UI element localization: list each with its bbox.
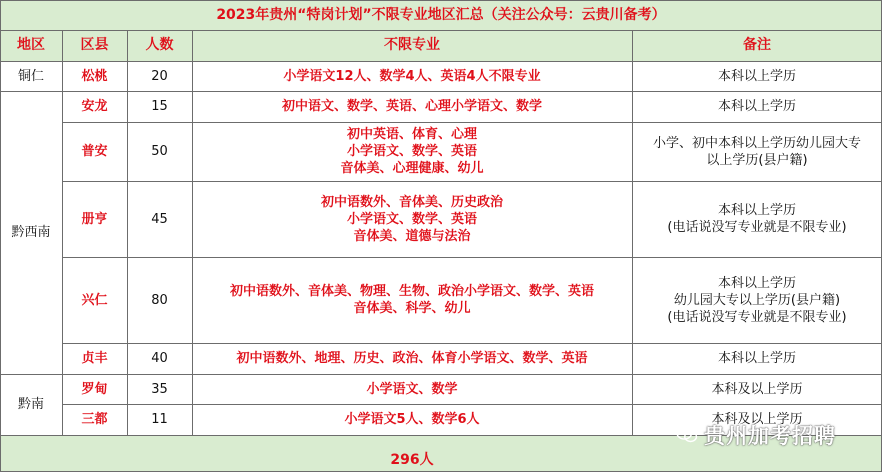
- header-county: 区县: [62, 30, 127, 61]
- grid-line: [127, 30, 128, 435]
- note-line: 本科以上学历: [717, 68, 796, 84]
- grid-line: [62, 404, 882, 405]
- wechat-icon: [676, 426, 698, 444]
- note-line: 本科及以上学历: [711, 381, 803, 397]
- note-line: 以上学历(县户籍): [706, 152, 808, 168]
- grid-line: [0, 61, 882, 62]
- subject-cell: [192, 343, 632, 374]
- note-line: 本科以上学历: [717, 351, 796, 366]
- note-cell: [632, 181, 882, 257]
- note-line: 幼儿园大专以上学历(县户籍): [673, 292, 841, 308]
- subject-line: 音体美、科学、幼儿: [353, 301, 471, 316]
- grid-line: [62, 30, 63, 435]
- table-title: 2023年贵州“特岗计划”不限专业地区汇总（关注公众号：云贵川备考）: [0, 0, 882, 30]
- note-cell: [632, 374, 882, 404]
- subject-cell: [192, 61, 632, 91]
- grid-line: [0, 91, 882, 92]
- count-cell: 40: [151, 351, 168, 366]
- subject-cell: [192, 374, 632, 404]
- county-cell: 贞丰: [81, 351, 108, 366]
- subject-line: 小学语文、数学、英语: [346, 211, 477, 227]
- subject-line: 小学语文、数学、英语: [346, 144, 477, 159]
- subject-line: 小学语文5人、数学6人: [344, 412, 480, 427]
- note-line: 小学、初中本科以上学历幼儿园大专: [652, 135, 861, 151]
- grid-line: [0, 0, 1, 472]
- region-qiannan: 黔南: [17, 397, 44, 412]
- subject-line: 音体美、道德与法治: [353, 228, 471, 244]
- count-cell: 80: [151, 292, 168, 308]
- total-count: 296人: [390, 451, 434, 468]
- count-cell: 35: [151, 381, 168, 397]
- grid-line: [192, 30, 193, 435]
- header-note: 备注: [632, 30, 882, 61]
- header-count: 人数: [127, 30, 192, 61]
- grid-line: [62, 122, 882, 123]
- note-cell: [632, 122, 882, 181]
- subject-cell: [192, 91, 632, 122]
- county-cell: 普安: [81, 144, 108, 159]
- grid-line: [0, 374, 882, 375]
- note-line: (电话说没写专业就是不限专业): [667, 309, 847, 325]
- header-region: 地区: [0, 30, 62, 61]
- note-line: (电话说没写专业就是不限专业): [667, 220, 847, 235]
- count-cell: 11: [151, 412, 168, 427]
- county-cell: 兴仁: [81, 292, 108, 308]
- grid-line: [0, 30, 882, 31]
- subject-line: 初中英语、体育、心理: [346, 127, 477, 142]
- note-line: 本科及以上学历: [711, 412, 803, 427]
- county-cell: 罗甸: [81, 381, 108, 397]
- note-cell: [632, 257, 882, 343]
- note-cell: [632, 61, 882, 91]
- county-cell: 安龙: [81, 99, 108, 114]
- subject-line: 小学语文、数学: [366, 381, 458, 397]
- grid-line: [62, 181, 882, 182]
- header-subject: 不限专业: [192, 30, 632, 61]
- note-line: 本科以上学历: [717, 99, 796, 114]
- grid-line: [62, 257, 882, 258]
- subject-line: 初中语数外、音体美、物理、生物、政治小学语文、数学、英语: [229, 284, 594, 299]
- county-cell: 三都: [81, 412, 108, 427]
- subject-cell: [192, 257, 632, 343]
- note-cell: [632, 91, 882, 122]
- note-cell: [632, 343, 882, 374]
- grid-line: [0, 0, 882, 1]
- watermark: [676, 418, 882, 452]
- region-tongren: 铜仁: [17, 68, 44, 84]
- note-line: 本科以上学历: [717, 275, 796, 291]
- subject-line: 小学语文12人、数学4人、英语4人不限专业: [283, 68, 541, 84]
- note-line: 本科以上学历: [717, 203, 796, 218]
- region-qianxinan: 黔西南: [11, 225, 51, 240]
- subject-cell: [192, 181, 632, 257]
- subject-line: 初中语数外、音体美、历史政治: [320, 194, 503, 210]
- count-cell: 20: [151, 68, 168, 84]
- subject-cell: [192, 122, 632, 181]
- subject-line: 音体美、心理健康、幼儿: [340, 161, 484, 176]
- count-cell: 50: [151, 144, 168, 159]
- count-cell: 15: [151, 99, 168, 114]
- grid-line: [632, 30, 633, 435]
- subject-cell: [192, 404, 632, 435]
- count-cell: 45: [151, 211, 168, 227]
- county-cell: 册亨: [81, 211, 108, 227]
- subject-line: 初中语文、数学、英语、心理小学语文、数学: [281, 99, 542, 114]
- county-cell: 松桃: [81, 68, 108, 84]
- watermark-text: 贵州加考招聘: [704, 424, 836, 448]
- subject-line: 初中语数外、地理、历史、政治、体育小学语文、数学、英语: [236, 351, 588, 366]
- grid-line: [62, 343, 882, 344]
